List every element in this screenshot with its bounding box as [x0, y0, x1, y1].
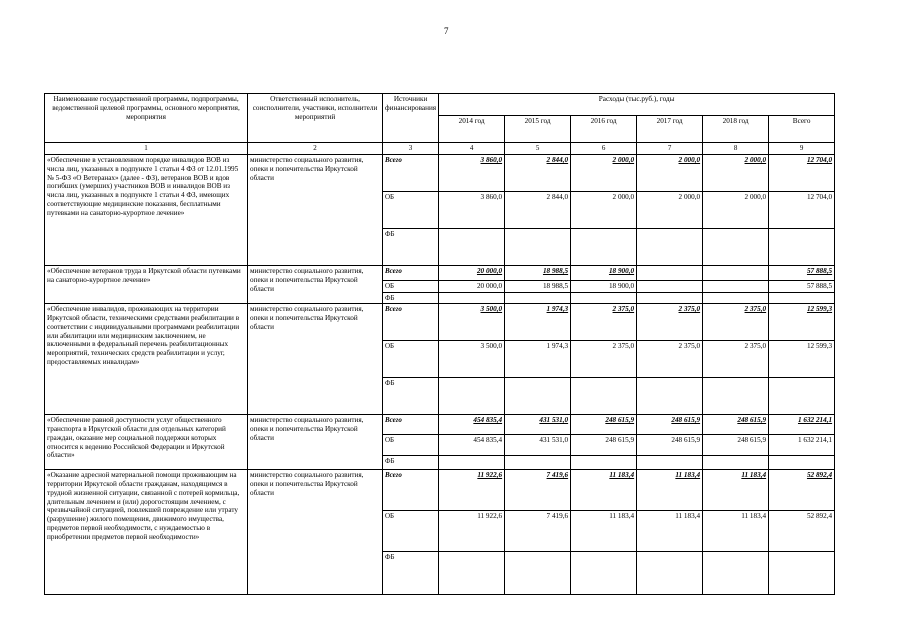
value-total: 2 000,0 — [637, 155, 703, 192]
value-ob: 11 183,4 — [571, 511, 637, 552]
empty-cell — [505, 456, 571, 470]
empty-cell — [571, 552, 637, 595]
executor-name: министерство социального развития, опеки и попечительства Иркутской области — [248, 415, 383, 470]
header-executor: Ответственный исполнитель, соисполнители, участники, исполнители мероприятий — [248, 94, 383, 143]
empty-cell — [439, 378, 505, 415]
funding-source-fb: ФБ — [383, 378, 439, 415]
table-row — [45, 415, 835, 435]
value-total: 2 844,0 — [505, 155, 571, 192]
empty-cell — [769, 552, 835, 595]
program-name: «Обеспечение равной доступности услуг общественного транспорта в Иркутской области для отдельных категорий граждан, оказание мер социальной поддержки которых относится к ведению Российской Федерации и Иркутской области» — [45, 415, 248, 470]
empty-cell — [439, 229, 505, 266]
value-total: 12 704,0 — [769, 155, 835, 192]
value-ob: 52 892,4 — [769, 511, 835, 552]
empty-cell — [769, 378, 835, 415]
funding-source-ob: ОБ — [383, 511, 439, 552]
header-year: 2017 год — [637, 116, 703, 143]
value-total: 248 615,9 — [571, 415, 637, 435]
executor-name: министерство социального развития, опеки и попечительства Иркутской области — [248, 470, 383, 595]
empty-cell — [637, 552, 703, 595]
value-total: 57 888,5 — [769, 266, 835, 281]
empty-cell — [703, 378, 769, 415]
executor-name: министерство социального развития, опеки и попечительства Иркутской области — [248, 155, 383, 266]
table-row — [45, 304, 835, 341]
value-total: 2 000,0 — [571, 155, 637, 192]
empty-cell — [637, 456, 703, 470]
value-total: 18 900,0 — [571, 266, 637, 281]
header-source: Источники финансирования — [383, 94, 439, 143]
value-total: 2 000,0 — [703, 155, 769, 192]
value-total: 20 000,0 — [439, 266, 505, 281]
funding-source-ob: ОБ — [383, 341, 439, 378]
value-total: 12 599,3 — [769, 304, 835, 341]
empty-cell — [439, 552, 505, 595]
empty-cell — [703, 456, 769, 470]
header-program: Наименование государственной программы, подпрограммы, ведомственной целевой программы, основного мероприятия, мероприятия — [45, 94, 248, 143]
funding-source-ob: ОБ — [383, 435, 439, 456]
empty-cell — [505, 292, 571, 304]
header-year-total: Всего — [769, 116, 835, 143]
value-ob: 18 988,5 — [505, 281, 571, 293]
header-year: 2015 год — [505, 116, 571, 143]
header-row-top — [45, 94, 835, 116]
empty-cell — [505, 229, 571, 266]
value-total — [703, 266, 769, 281]
table-row — [45, 155, 835, 192]
value-total: 1 632 214,1 — [769, 415, 835, 435]
column-number: 2 — [248, 143, 383, 155]
program-name: «Оказание адресной материальной помощи проживающим на территории Иркутской области гражданам, находящимся в трудной жизненной ситуации, связанной с потерей кормильца, длительным лечением и (или) дорогостоящим лечением, с чрезвычайной ситуацией, повлекшей повреждение или утрату (разрушение) жилого помещения, движимого имущества, предметов первой необходимости, с нуждаемостью в приобретении предметов первой необходимости» — [45, 470, 248, 595]
funding-source-fb: ФБ — [383, 292, 439, 304]
value-ob: 248 615,9 — [703, 435, 769, 456]
value-total: 2 375,0 — [637, 304, 703, 341]
value-ob: 2 375,0 — [703, 341, 769, 378]
value-ob: 20 000,0 — [439, 281, 505, 293]
empty-cell — [769, 229, 835, 266]
value-total: 431 531,0 — [505, 415, 571, 435]
funding-source-total: Всего — [383, 266, 439, 281]
table-row — [45, 470, 835, 511]
value-ob: 11 183,4 — [637, 511, 703, 552]
value-total: 2 375,0 — [703, 304, 769, 341]
value-total: 454 835,4 — [439, 415, 505, 435]
funding-source-total: Всего — [383, 304, 439, 341]
column-number-row — [45, 143, 835, 155]
page-number: 7 — [444, 26, 449, 36]
value-total: 11 183,4 — [571, 470, 637, 511]
value-ob — [637, 281, 703, 293]
empty-cell — [637, 292, 703, 304]
program-name: «Обеспечение ветеранов труда в Иркутской области путевками на санаторно-курортное лечение» — [45, 266, 248, 304]
empty-cell — [769, 292, 835, 304]
empty-cell — [637, 229, 703, 266]
value-total: 248 615,9 — [703, 415, 769, 435]
header-year: 2016 год — [571, 116, 637, 143]
value-ob: 12 599,3 — [769, 341, 835, 378]
funding-source-fb: ФБ — [383, 456, 439, 470]
value-ob: 11 922,6 — [439, 511, 505, 552]
column-number: 1 — [45, 143, 248, 155]
funding-source-ob: ОБ — [383, 281, 439, 293]
empty-cell — [571, 456, 637, 470]
value-total: 11 922,6 — [439, 470, 505, 511]
value-ob: 2 375,0 — [571, 341, 637, 378]
column-number: 7 — [637, 143, 703, 155]
value-ob: 11 183,4 — [703, 511, 769, 552]
value-ob — [703, 281, 769, 293]
value-ob: 2 375,0 — [637, 341, 703, 378]
value-ob: 2 000,0 — [703, 192, 769, 229]
value-ob: 431 531,0 — [505, 435, 571, 456]
value-ob: 7 419,6 — [505, 511, 571, 552]
value-total: 2 375,0 — [571, 304, 637, 341]
column-number: 5 — [505, 143, 571, 155]
value-ob: 57 888,5 — [769, 281, 835, 293]
value-total: 1 974,3 — [505, 304, 571, 341]
value-ob: 1 974,3 — [505, 341, 571, 378]
funding-source-total: Всего — [383, 470, 439, 511]
table-row — [45, 266, 835, 281]
header-year: 2018 год — [703, 116, 769, 143]
empty-cell — [703, 552, 769, 595]
empty-cell — [571, 292, 637, 304]
funding-source-ob: ОБ — [383, 192, 439, 229]
value-ob: 18 900,0 — [571, 281, 637, 293]
value-total: 3 500,0 — [439, 304, 505, 341]
value-total — [637, 266, 703, 281]
empty-cell — [439, 456, 505, 470]
value-total: 11 183,4 — [703, 470, 769, 511]
value-total: 11 183,4 — [637, 470, 703, 511]
empty-cell — [571, 229, 637, 266]
value-ob: 454 835,4 — [439, 435, 505, 456]
empty-cell — [703, 292, 769, 304]
value-ob: 1 632 214,1 — [769, 435, 835, 456]
value-total: 3 860,0 — [439, 155, 505, 192]
value-ob: 2 000,0 — [637, 192, 703, 229]
funding-source-total: Всего — [383, 415, 439, 435]
value-ob: 2 844,0 — [505, 192, 571, 229]
column-number: 8 — [703, 143, 769, 155]
value-total: 52 892,4 — [769, 470, 835, 511]
funding-source-total: Всего — [383, 155, 439, 192]
budget-table — [44, 93, 835, 595]
executor-name: министерство социального развития, опеки и попечительства Иркутской области — [248, 266, 383, 304]
value-ob: 248 615,9 — [637, 435, 703, 456]
empty-cell — [637, 378, 703, 415]
value-ob: 248 615,9 — [571, 435, 637, 456]
empty-cell — [505, 378, 571, 415]
value-total: 18 988,5 — [505, 266, 571, 281]
empty-cell — [703, 229, 769, 266]
empty-cell — [439, 292, 505, 304]
column-number: 9 — [769, 143, 835, 155]
program-name: «Обеспечение в установленном порядке инвалидов ВОВ из числа лиц, указанных в подпункте 1 статьи 4 ФЗ от 12.01.1995 № 5-ФЗ «О Ветеранах» (далее - ФЗ), ветеранов ВОВ и вдов погибших (умерших) участников ВОВ и инвалидов ВОВ из числа лиц, указанных в подпункте 1 статьи 4 ФЗ, имеющих соответствующие медицинские показания, бесплатными путевками на санаторно-курортное лечение» — [45, 155, 248, 266]
column-number: 4 — [439, 143, 505, 155]
value-total: 7 419,6 — [505, 470, 571, 511]
program-name: «Обеспечение инвалидов, проживающих на территории Иркутской области, техническими средствами реабилитации в соответствии с индивидуальными программами реабилитации или абилитации или медицинским заключением, не включенными в федеральный перечень реабилитационных мероприятий, технических средств реабилитации и услуг, предоставляемых инвалидам» — [45, 304, 248, 415]
value-total: 248 615,9 — [637, 415, 703, 435]
empty-cell — [769, 456, 835, 470]
column-number: 3 — [383, 143, 439, 155]
funding-source-fb: ФБ — [383, 552, 439, 595]
header-expenses: Расходы (тыс.руб.), годы — [439, 94, 835, 116]
empty-cell — [505, 552, 571, 595]
funding-source-fb: ФБ — [383, 229, 439, 266]
empty-cell — [571, 378, 637, 415]
value-ob: 3 860,0 — [439, 192, 505, 229]
value-ob: 12 704,0 — [769, 192, 835, 229]
value-ob: 2 000,0 — [571, 192, 637, 229]
executor-name: министерство социального развития, опеки и попечительства Иркутской области — [248, 304, 383, 415]
header-year: 2014 год — [439, 116, 505, 143]
column-number: 6 — [571, 143, 637, 155]
value-ob: 3 500,0 — [439, 341, 505, 378]
